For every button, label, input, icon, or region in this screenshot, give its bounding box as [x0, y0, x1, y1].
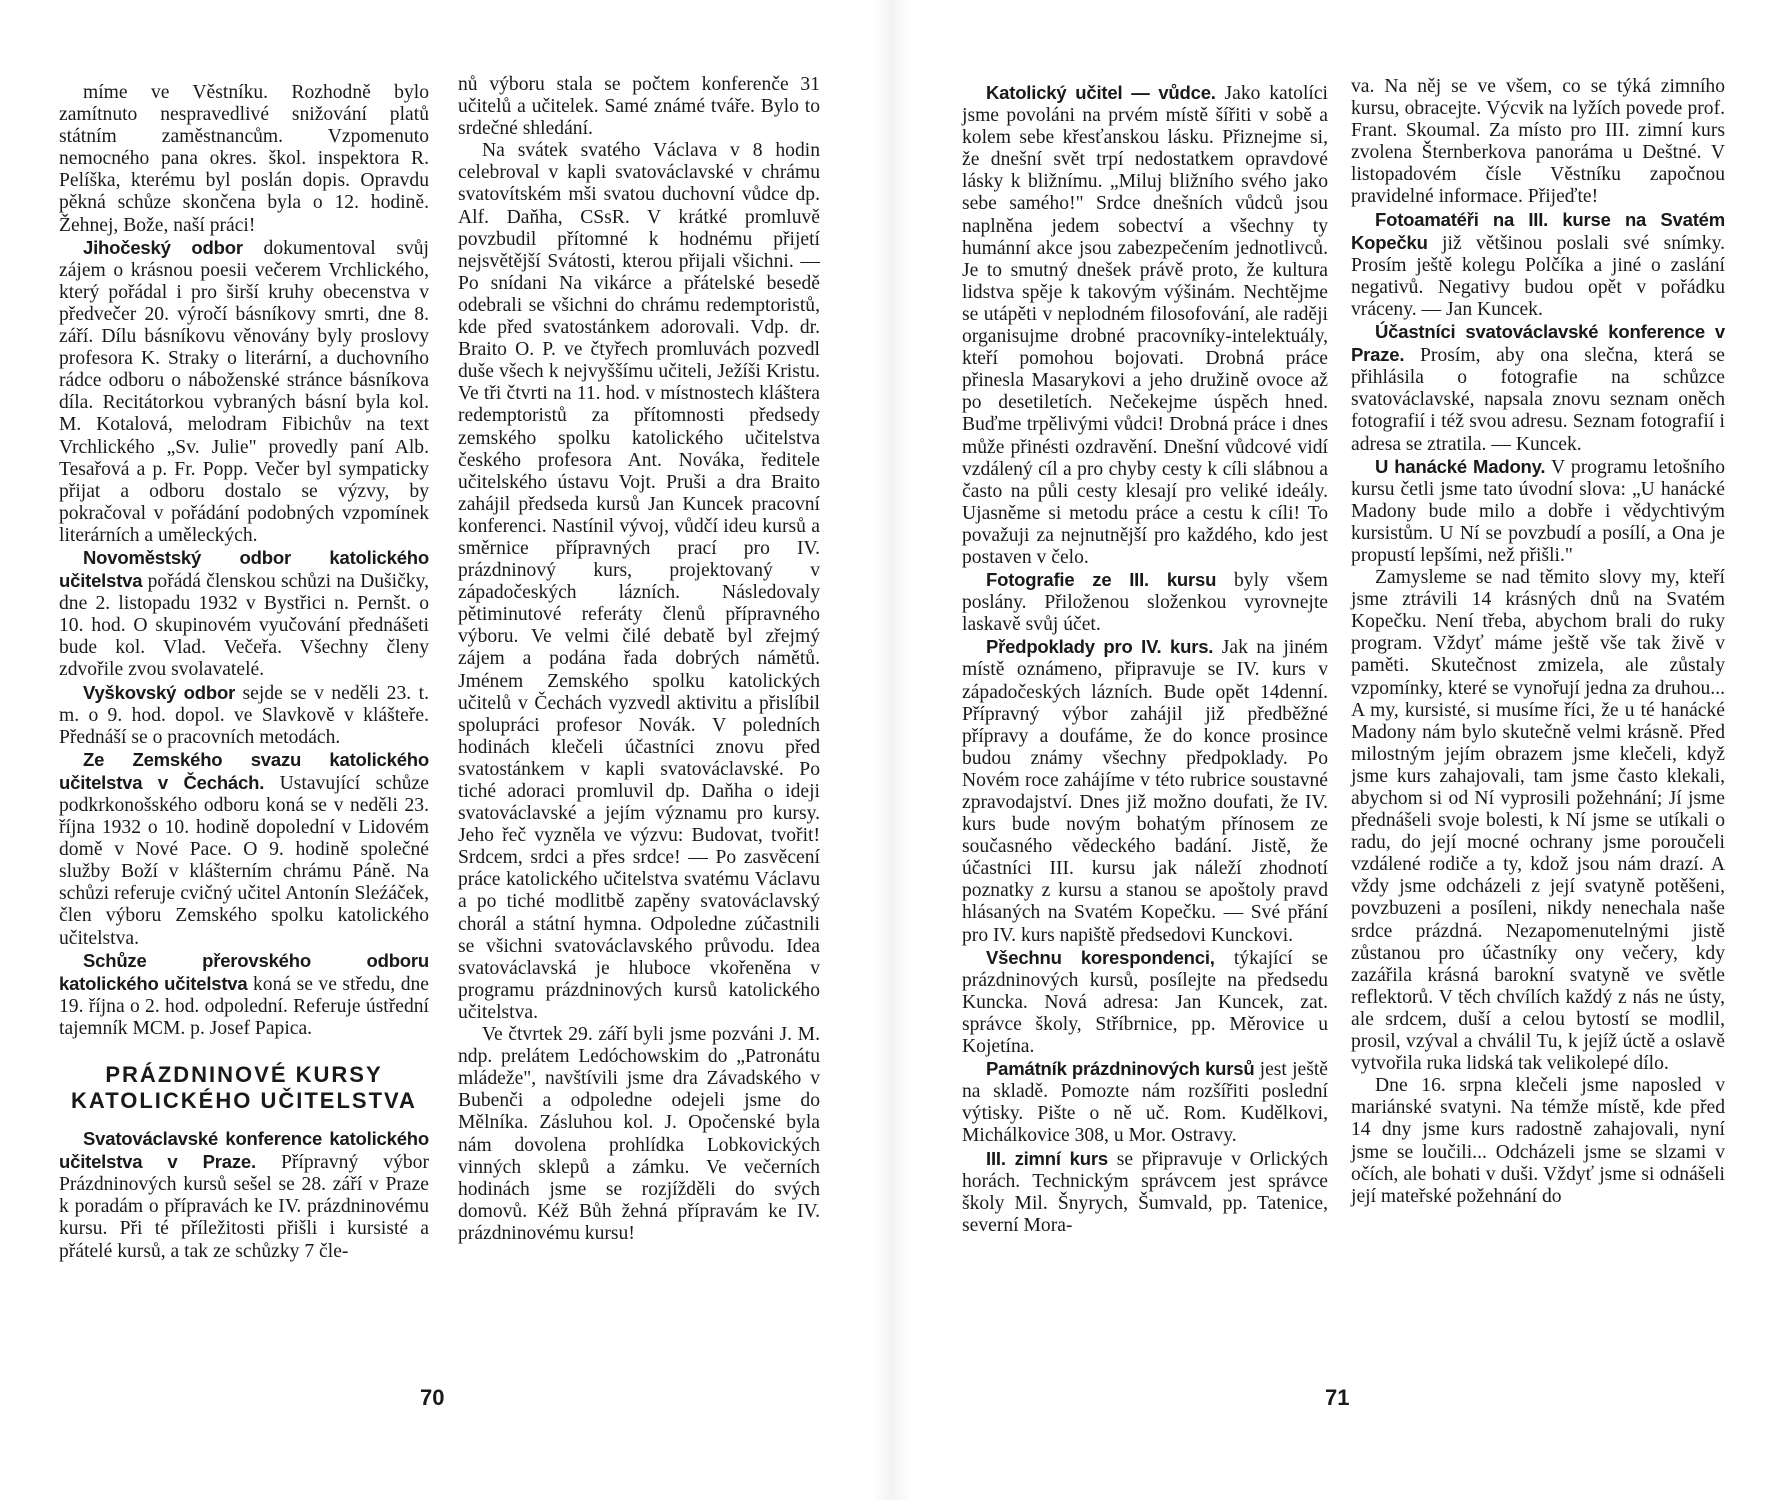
paragraph: Katolický učitel — vůdce. Jako katolíci jsme povoláni na prvém místě šířiti v sobě a kolem sebe křesťanskou lásku. Přiznejme si, že dnešní svět trpí nedostatkem opravdové lásky k bližnímu. „Miluj bližního svého jako sebe samého!" Srdce dnešních vůdců jsou naplněna jedem sobectví a všechny ty humánní akce jsou zabezpečením jednotlivců. Je to smutný dnešek právě proto, že kultura lidstva spěje k takovým výšinám. Nechtějme se utápěti v neplodném filosofování, ale raději organisujme drobné pracovníky-intelektuály, kteří pomohou bojovati. Drobná práce přinesla Masarykovi a jeho družině ovoce až po desetiletích. Nečekejme úspěch hned. Buďme trpělivými vůdci! Drobná práce i dnes může přinésti ozdravění. Dnešní vůdcové vidí vzdálený cíl a pro chyby cesty k cíli slábnou a často na půli cesty klesají pro veliké ideály. Ujasněme si metodu práce a cestu k cíli! To považuji za nejnutnější pro každého, kdo jest postaven v čelo. [962, 82, 1328, 568]
paragraph: Předpoklady pro IV. kurs. Jak na jiném místě oznámeno, připravuje se IV. kurs v západočeských lázních. Bude opět 14denní. Přípravný výbor zahájil již předběžné přípravy a doufáme, že do konce prosince budou známy všechny předpoklady. Po Novém roce zahájíme v této rubrice soustavné zpravodajství. Dnes již možno doufati, že IV. kurs bude novým bohatým přínosem ze současného vědeckého badání. Jistě, že účastníci III. kursu jak náleží zhodnotí poznatky z kursu a stanou se apoštoly pravd hlásaných na Svatém Kopečku. — Své přání pro IV. kurs napiště předsedovi Kunckovi. [962, 636, 1328, 946]
paragraph: Schůze přerovského odboru katolického učitelstva koná se ve středu, dne 19. října o 2. hod. odpolední. Referuje ústřední tajemník MCM. p. Josef Papica. [59, 949, 429, 1039]
paragraph-lead: III. zimní kurs [986, 1147, 1108, 1169]
paragraph: Všechnu korespondenci, týkající se prázdninových kursů, posílejte na předsedu Kuncka. Nová adresa: Jan Kuncek, zat. správce školy, Stříbrnice, pp. Měrovice u Kojetína. [962, 946, 1329, 1058]
paragraph-lead: Schůze přerovského odboru katolického učitelstva [59, 949, 429, 994]
section-heading-line-1: PRÁZDNINOVÉ KURSY [105, 1062, 383, 1088]
paragraph: Svatováclavské konference katolického učitelstva v Praze. Přípravný výbor Prázdninových kursů sešel se 28. září v Praze k poradám o přípravách ke IV. prázdninovému kursu. Při té příležitosti přišli i kursisté a přátelé kursů, a tak ze schůzky 7 čle- [59, 1128, 429, 1262]
paragraph: Fotografie ze III. kursu byly všem poslány. Přiloženou složenkou vyrovnejte laskavě svůj účet. [962, 569, 1328, 636]
paragraph: Novoměstský odbor katolického učitelstva pořádá členskou schůzi na Dušičky, dne 2. listopadu 1932 v Bystřici n. Pernšt. o 10. hod. O skupinovém vyučování přednášeti bude kol. Vlad. Večeřa. Všechny členy zdvořile zvou svolavatelé. [59, 546, 429, 681]
paragraph-lead: Vyškovský odbor [83, 681, 236, 703]
column-2 [458, 74, 820, 1245]
paragraph: III. zimní kurs se připravuje v Orlických horách. Technickým správcem jest správce školy Mil. Šnyrych, Šumvald, pp. Tatenice, severní Mora- [962, 1147, 1328, 1236]
paragraph-lead: Ze Zemského svazu katolického učitelstva v Čechách. [59, 748, 429, 793]
column-1-paragraphs [59, 82, 429, 1040]
paragraph: Vyškovský odbor sejde se v neděli 23. t. m. o 9. hod. dopol. ve Slavkově v klášteře. Přednáší se o pracovních metodách. [59, 681, 429, 748]
section-heading-line-2: KATOLICKÉHO UČITELSTVA [71, 1088, 417, 1114]
column-4 [1351, 76, 1725, 1208]
paragraph: nů výboru stala se počtem konferenče 31 učitelů a učitelek. Samé známé tváře. Bylo to srdečné shledání. [458, 74, 820, 140]
paragraph: Zamysleme se nad těmito slovy my, kteří jsme ztrávili 14 krásných dnů na Svatém Kopečku. Není třeba, abychom brali do ruky program. Vždyť máme ještě vše tak živě v paměti. Skutečnost zmizela, ale zůstaly vzpomínky, které se vynořují jedna za druhou... A my, kursisté, si musíme říci, že u té hanácké Madony nám bylo skutečně velmi krásně. Před milostným jejím obrazem jsme klečeli, když jsme kurs zahajovali, tam jsme často klekali, abychom si od Ní vyprosili požehnání; Jí jsme přednášeli svoje bolesti, k Ní jsme se utíkali o radu, do její mocné ochrany jsme poroučeli vzdálené rodiče a ty, kdož jsou nám drazí. A vždy jsme odcházeli z její svatyně potěšeni, povzbuzeni a posíleni, nikdy nenechala naše srdce prázdná. Nezapomenutelnými jistě zůstanou pro účastníky ony večery, kdy zazářila krásná barokní svatyně ve světle reflektorů. V těch chvílích každý z nás ne ústy, ale srdcem, duší a celou bytostí se modlil, prosil, vzýval a chválil Tu, k jejíž úctě a oslavě vytvořila ruka lidská tak velikolepé dílo. [1351, 567, 1725, 1075]
paragraph: Jihočeský odbor dokumentoval svůj zájem o krásnou poesii večerem Vrchlického, který pořádal i pro širší kruhy obecenstva v předvečer 20. výročí básníkovy smrti, dne 8. září. Dílu básníkovu věnovány byly proslovy profesora K. Straky o literární, a duchovního rádce odboru o náboženské stránce básníkova díla. Recitátorkou vybraných básní byla kol. M. Kotalová, melodram Fibichův na text Vrchlického „Sv. Julie" provedly paní Alb. Tesařová a p. Fr. Popp. Večer byl sympaticky přijat a odboru dostalo se výzvy, by pokračoval v pořádání podobných vzpomínek literárních a uměleckých. [59, 236, 430, 546]
paragraph: Ve čtvrtek 29. září byli jsme pozváni J. M. ndp. prelátem Ledóchowskim do „Patronátu mládeže", navštívili jsme dra Závadského v Bubenči a odpoledne odejeli jsme do Mělníka. Zásluhou kol. J. Opočenské byla nám dovolena prohlídka Lobkovických vinných sklepů a zámku. Ve večerních hodinách jsme se rozjížděli do svých domovů. Kéž Bůh žehná přípravám ke IV. prázdninovému kursu! [458, 1024, 820, 1244]
paragraph: míme ve Věstníku. Rozhodně bylo zamítnuto nespravedlivé snižování platů státním zaměstnancům. Vzpomenuto nemocného pana okres. škol. inspektora R. Pelíška, kterému byl poslán dopis. Opravdu pěkná schůze skončena byla o 12. hodině. Žehnej, Bože, naší práci! [59, 82, 429, 236]
paragraph-lead: Účastníci svatováclavské konference v Praze. [1351, 321, 1725, 366]
paragraph: Na svátek svatého Václava v 8 hodin celebroval v kapli svatováclavské v chrámu svatovítském mši svatou duchovní vůdce dp. Alf. Daňha, CSsR. V krátké promluvě povzbudil přítomné k hodnému přijetí nejsvětější Svátosti, kterou přijali všichni. — Po snídani Na vikárce a přátelské besedě odebrali se všichni do chrámu redemptoristů, kde před svatostánkem adorovali. Vdp. dr. Braito O. P. ve čtyřech promluvách pozvedl duše všech k nejvyššímu učiteli, Ježíši Kristu. Ve tři čtvrti na 11. hod. v místnostech kláštera redemptoristů za přítomnosti předsedy zemského spolku katolického učitelstva českého profesora Ant. Nováka, ředitele učitelského ústavu Vojt. Pruši a dra Braito zahájil předseda kursů Jan Kuncek pracovní konferenci. Nastínil vývoj, vůdčí ideu kursů a směrnice přípravných prací pro IV. prázdninový kurs, projektovaný v západočeských lázních. Následovaly pětiminutové referáty členů přípravného výboru. Ve velmi čilé debatě byl zřejmý zájem a podána řada dobrých námětů. Jménem Zemského spolku katolických učitelů v Čechách vyzvedl aktivitu a přislíbil spolupráci profesor Novák. V poledních hodinách klečeli účastníci znovu před svatostánkem v kapli svatováclavské. Po tiché adoraci promluvil dp. Daňha o ideji svatováclavské a jejím významu pro kursy. Jeho řeč vyzněla ve výzvu: Budovat, tvořit! Srdcem, srdci a přes srdce! — Po zasvěcení práce katolického učitelstva svatému Václavu a po tiché modlitbě zapěny svatováclavský chorál a státní hymna. Odpoledne zúčastnili se všichni svatováclavského průvodu. Idea svatováclavská je hluboce vkořeněna v programu prázdninových kursů katolického učitelstva. [458, 140, 820, 1023]
column-2-paragraphs [458, 74, 820, 1245]
paragraph-lead: Katolický učitel — vůdce. [986, 82, 1216, 103]
page-number-right: 71 [1325, 1385, 1350, 1410]
column-1-after-heading [59, 1128, 429, 1263]
paragraph-lead: Svatováclavské konference katolického učitelstva v Praze. [59, 1128, 429, 1173]
page-number-left: 70 [420, 1385, 445, 1410]
paragraph: Fotoamatéři na III. kurse na Svatém Kopečku již většinou poslali své snímky. Prosím ještě kolegu Polčíka a jiné o zaslání negativů. Negativy budou opět v pořádku vráceny. — Jan Kuncek. [1351, 208, 1725, 320]
page-gutter [872, 0, 912, 1500]
paragraph: Účastníci svatováclavské konference v Praze. Prosím, aby ona slečna, která se přihlásila o fotografie na schůzce svatováclavské, napsala znovu seznam oněch fotografií i též svou adresu. Seznam fotografií i adresa se ztratila. — Kuncek. [1351, 321, 1725, 455]
column-1 [59, 82, 429, 1263]
paragraph-lead: Novoměstský odbor katolického učitelstva [59, 546, 429, 592]
paragraph: va. Na něj se ve všem, co se týká zimního kursu, obracejte. Výcvik na lyžích povede prof. Frant. Skoumal. Za místo pro III. zimní kurs zvolena Šternberkova panoráma u Deštné. V listopadovém čísle Věstníku započnou pravidelné informace. Přijeďte! [1351, 76, 1725, 208]
paragraph: Dne 16. srpna klečeli jsme naposled v mariánské svatyni. Na témže místě, kde před 14 dny jsme kurs radostně zahajovali, nyní jsme se loučili... Odcházeli jsme se slzami v očích, ale bohati v duši. Vždyť jsme si odnášeli její mateřské požehnání do [1351, 1075, 1725, 1207]
paragraph: Památník prázdninových kursů jest ještě na skladě. Pomozte nám rozšířiti poslední výtisky. Pište o ně uč. Rom. Kudělkovi, Michálkovice 308, u Mor. Ostravy. [962, 1058, 1328, 1147]
column-3-paragraphs [962, 82, 1328, 1237]
paragraph-lead: Všechnu korespondenci, [986, 946, 1215, 968]
paragraph-lead: U hanácké Madony. [1375, 455, 1546, 477]
column-4-paragraphs [1351, 76, 1725, 1208]
paragraph-lead: Fotografie ze III. kursu [986, 569, 1217, 591]
paragraph: Ze Zemského svazu katolického učitelstva v Čechách. Ustavující schůze podkrkonošského odboru koná se v neděli 23. října 1932 o 10. hodině dopolední v Lidovém domě v Nové Pace. O 9. hodině společné služby Boží v klášterním chrámu Páně. Na schůzi referuje cvičný učitel Antonín Sleźáček, člen výboru Zemského spolku katolického učitelstva. [59, 748, 429, 949]
paragraph-lead: Fotoamatéři na III. kurse na Svatém Kopečku [1351, 208, 1725, 253]
paragraph-lead: Památník prázdninových kursů [986, 1058, 1255, 1080]
paragraph-lead: Jihočeský odbor [83, 236, 243, 258]
paragraph: U hanácké Madony. V programu letošního kursu četli jsme tato úvodní slova: „U hanácké Madony bude milo a dobře i vědychtivým kursistům. U Ní se povzbudí a posílí, a Ona je propustí lepšími, než přišli." [1351, 455, 1725, 566]
section-heading [59, 1062, 429, 1114]
column-3 [962, 82, 1328, 1237]
paragraph-lead: Předpoklady pro IV. kurs. [986, 636, 1214, 658]
